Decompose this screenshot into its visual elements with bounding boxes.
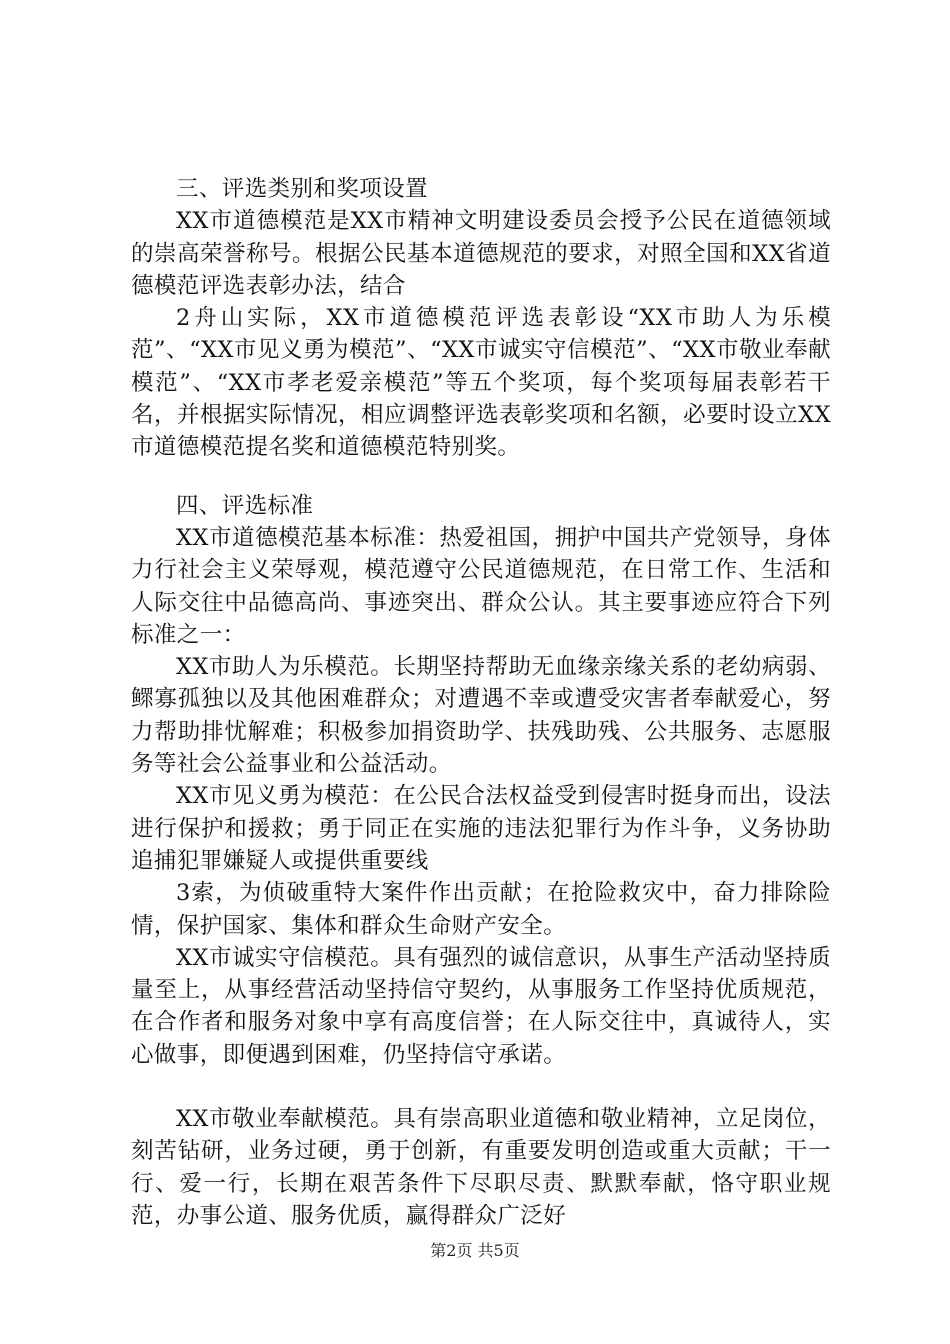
paragraph: XX市见义勇为模范：在公民合法权益受到侵害时挺身而出，设法进行保护和援救；勇于同正在实施的违法犯罪行为作斗争，义务协助追捕犯罪嫌疑人或提供重要线 [131,783,831,874]
paragraph: XX市道德模范是XX市精神文明建设委员会授予公民在道德领域的崇高荣誉称号。根据公民基本道德规范的要求，对照全国和XX省道德模范评选表彰办法，结合 [131,208,831,299]
paragraph-gap [131,1071,831,1103]
section-heading-4: 四、评选标准 [176,492,314,519]
page-number: 第2页 共5页 [430,1241,520,1260]
paragraph: XX市道德模范基本标准：热爱祖国，拥护中国共产党领导，身体力行社会主义荣辱观，模范遵守公民道德规范，在日常工作、生活和人际交往中品德高尚、事迹突出、群众公认。其主要事迹应符合下列标准之一： [131,524,831,648]
paragraph: 2舟山实际，XX市道德模范评选表彰设“XX市助人为乐模范”、“XX市见义勇为模范”、“XX市诚实守信模范”、“XX市敬业奉献模范”、“XX市孝老爱亲模范”等五个奖项，每个奖项每届表彰若干名，并根据实际情况，相应调整评选表彰奖项和名额，必要时设立XX市道德模范提名奖和道德模范特别奖。 [131,305,831,461]
paragraph: XX市敬业奉献模范。具有崇高职业道德和敬业精神，立足岗位，刻苦钻研，业务过硬，勇于创新，有重要发明创造或重大贡献；干一行、爱一行，长期在艰苦条件下尽职尽责、默默奉献，恪守职业规范，办事公道、服务优质，赢得群众广泛好 [131,1106,831,1229]
paragraph: XX市诚实守信模范。具有强烈的诚信意识，从事生产活动坚持质量至上，从事经营活动坚持信守契约，从事服务工作坚持优质规范，在合作者和服务对象中享有高度信誉；在人际交往中，真诚待人，实心做事，即便遇到困难，仍坚持信守承诺。 [131,944,831,1068]
document-body [131,173,831,1232]
paragraph: XX市助人为乐模范。长期坚持帮助无血缘亲缘关系的老幼病弱、鳏寡孤独以及其他困难群众；对遭遇不幸或遭受灾害者奉献爱心，努力帮助排忧解难；积极参加捐资助学、扶残助残、公共服务、志愿服务等社会公益事业和公益活动。 [131,654,831,778]
section-heading-3: 三、评选类别和奖项设置 [176,176,428,202]
paragraph: 3索，为侦破重特大案件作出贡献；在抢险救灾中，奋力排除险情，保护国家、集体和群众生命财产安全。 [131,880,831,939]
paragraph-gap [131,464,831,490]
